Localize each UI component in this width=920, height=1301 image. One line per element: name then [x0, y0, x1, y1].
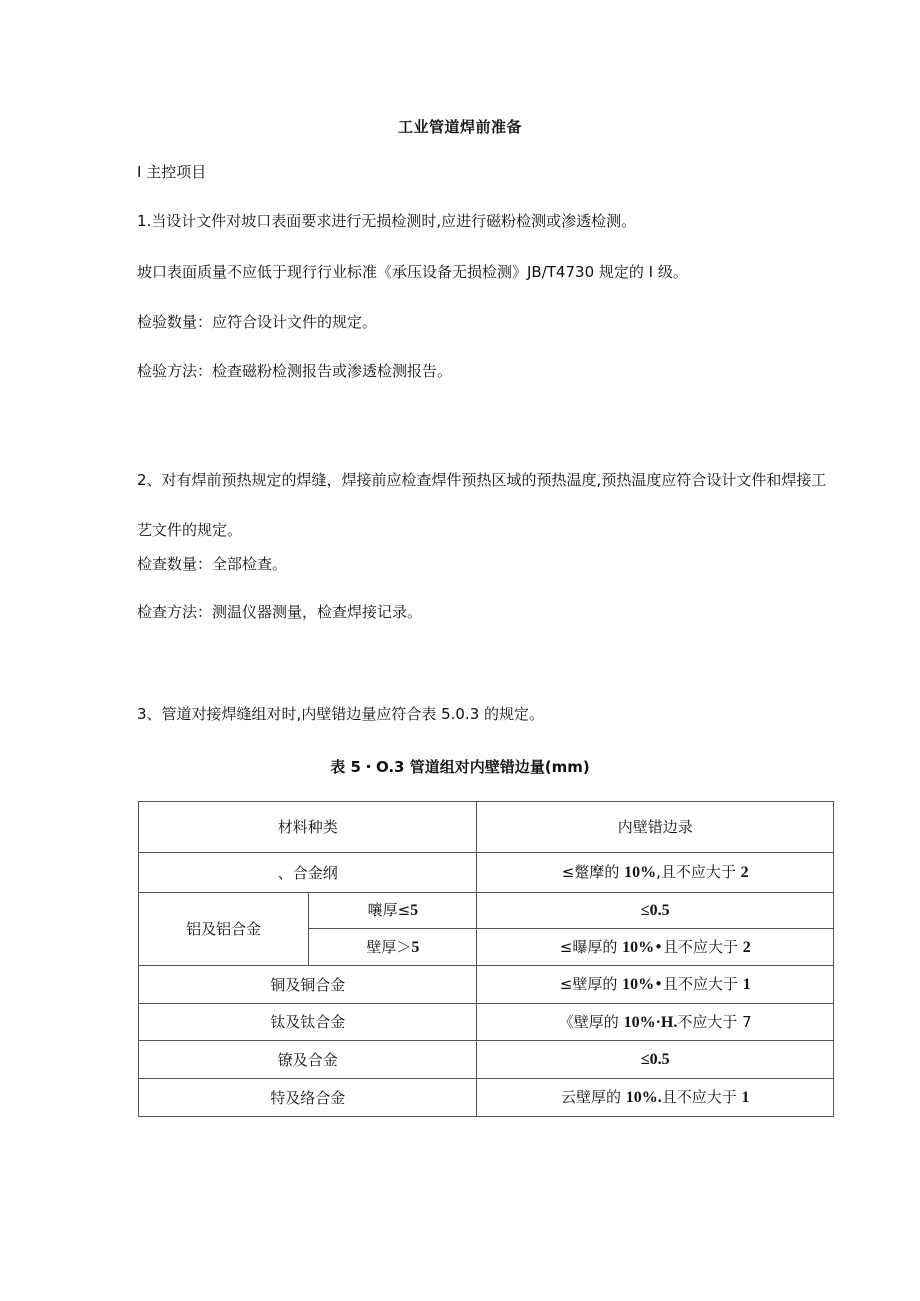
value-cell: 云壁厚的 10%.且不应大于 1 [477, 1079, 834, 1117]
item-3-text: 3、管道对接焊缝组对时,内壁错边量应符合表 5.0.3 的规定。 [137, 705, 545, 723]
table-row [139, 966, 834, 1004]
sub-condition-cell: 壁厚＞5 [309, 929, 477, 966]
item-1-standard: 坡口表面质量不应低于现行行业标准《承压设备无损检测》JB/T4730 规定的 I 级。 [137, 263, 688, 281]
material-group-cell: 铝及铝合金 [139, 893, 309, 966]
table-row [139, 1004, 834, 1041]
item-2-quantity: 检查数量：全部检查。 [137, 555, 288, 573]
table-row [139, 1041, 834, 1079]
material-cell: 特及络合金 [139, 1079, 477, 1117]
item-2-method: 检查方法：测温仪器测量，检查焊接记录。 [137, 603, 423, 621]
table-caption: 表 5・O.3 管道组对内壁错边量(mm) [330, 758, 590, 776]
header-material: 材料种类 [139, 802, 477, 853]
table-row [139, 893, 834, 929]
sub-condition-cell: 嚷厚≤5 [309, 893, 477, 929]
section-heading: I 主控项目 [137, 163, 207, 181]
value-cell: ≤0.5 [477, 893, 834, 929]
item-2-text: 2、对有焊前预热规定的焊缝，焊接前应检查焊件预热区域的预热温度,预热温度应符合设计文件和焊接工艺文件的规定。 [137, 471, 827, 539]
material-cell: 镣及合金 [139, 1041, 477, 1079]
value-cell: ≤壁厚的 10%•且不应大于 1 [477, 966, 834, 1004]
material-cell: 、合金纲 [139, 853, 477, 893]
misalignment-table [138, 801, 834, 1117]
material-cell: 钛及钛合金 [139, 1004, 477, 1041]
header-value: 内壁错边录 [477, 802, 834, 853]
value-cell: ≤蹩摩的 10%,且不应大于 2 [477, 853, 834, 893]
page-title: 工业管道焊前准备 [397, 118, 522, 136]
table-header-row [139, 802, 834, 853]
material-cell: 铜及铜合金 [139, 966, 477, 1004]
value-cell: 《壁厚的 10%·H.不应大于 7 [477, 1004, 834, 1041]
value-cell: ≤0.5 [477, 1041, 834, 1079]
table-row [139, 1079, 834, 1117]
item-1-quantity: 检验数量：应符合设计文件的规定。 [137, 313, 378, 331]
value-cell: ≤曝厚的 10%•且不应大于 2 [477, 929, 834, 966]
table-row [139, 853, 834, 893]
item-1-text: 1.当设计文件对坡口表面要求进行无损检测时,应进行磁粉检测或渗透检测。 [137, 212, 637, 230]
item-1-method: 检验方法：检查磁粉检测报告或渗透检测报告。 [137, 362, 453, 380]
